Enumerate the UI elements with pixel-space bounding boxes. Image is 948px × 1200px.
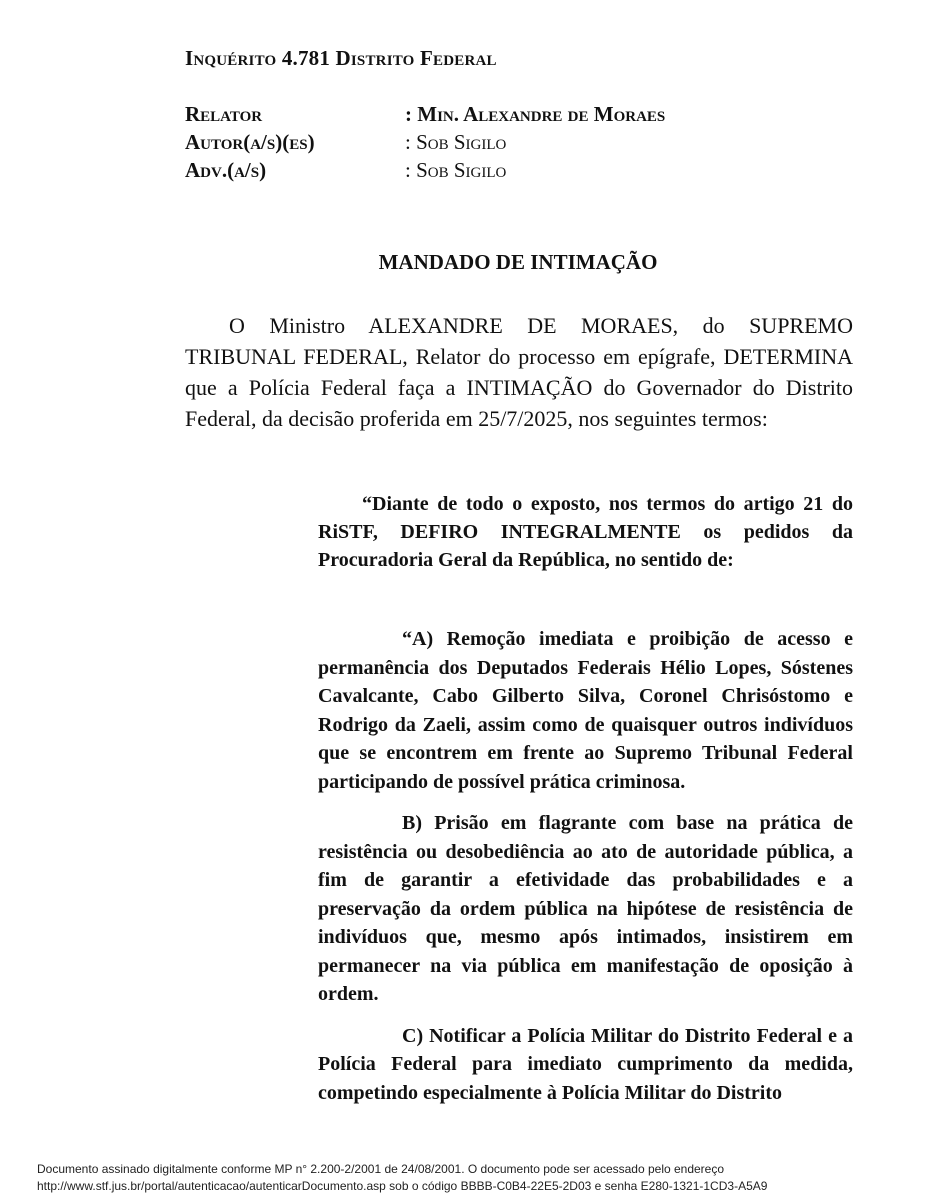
signature-footer — [37, 1161, 937, 1195]
decision-item-c: C) Notificar a Polícia Militar do Distrito Federal e a Polícia Federal para imediato cumprimento da medida, competindo especialmente à Polícia Militar do Distrito — [318, 1024, 853, 1104]
party-row-adv — [185, 156, 785, 184]
footer-line-2: http://www.stf.jus.br/portal/autenticacao/autenticarDocumento.asp sob o código BBBB-C0B4-22E5-2D03 e senha E280-1321-1CD3-A5A9 — [37, 1179, 768, 1193]
document-title: MANDADO DE INTIMAÇÃO — [378, 250, 658, 274]
case-parties — [185, 100, 785, 184]
party-value: : Min. Alexandre de Moraes — [405, 102, 666, 126]
party-label: Autor(a/s)(es) — [185, 130, 315, 154]
party-row-autor — [185, 128, 785, 156]
decision-items — [318, 625, 853, 1120]
party-label: Adv.(a/s) — [185, 158, 267, 182]
footer-line-1: Documento assinado digitalmente conforme MP n° 2.200-2/2001 de 24/08/2001. O documento pode ser acessado pelo endereço — [37, 1162, 725, 1176]
intro-paragraph: O Ministro ALEXANDRE DE MORAES, do SUPREMO TRIBUNAL FEDERAL, Relator do processo em epígrafe, DETERMINA que a Polícia Federal faça a INTIMAÇÃO do Governador do Distrito Federal, da decisão proferida em 25/7/2025, nos seguintes termos: — [185, 313, 853, 431]
party-label: Relator — [185, 102, 263, 126]
party-value: : Sob Sigilo — [405, 130, 507, 154]
decision-item-b: B) Prisão em flagrante com base na prática de resistência ou desobediência ao ato de autoridade pública, a fim de garantir a efetividade das probabilidades e a preservação da ordem pública na hipótese de resistência de indivíduos que, mesmo após intimados, insistirem em permanecer na via pública em manifestação de oposição à ordem. — [318, 812, 853, 1005]
case-heading: Inquérito 4.781 Distrito Federal — [185, 46, 497, 70]
decision-quote: “Diante de todo o exposto, nos termos do artigo 21 do RiSTF, DEFIRO INTEGRALMENTE os pedidos da Procuradoria Geral da República, no sentido de: — [318, 493, 853, 571]
party-value: : Sob Sigilo — [405, 158, 507, 182]
decision-item-a: “A) Remoção imediata e proibição de acesso e permanência dos Deputados Federais Hélio Lopes, Sóstenes Cavalcante, Cabo Gilberto Silva, Coronel Chrisóstomo e Rodrigo da Zaeli, assim como de quaisquer outros indivíduos que se encontrem em frente ao Supremo Tribunal Federal participando de possível prática criminosa. — [318, 628, 853, 793]
party-row-relator — [185, 100, 785, 128]
